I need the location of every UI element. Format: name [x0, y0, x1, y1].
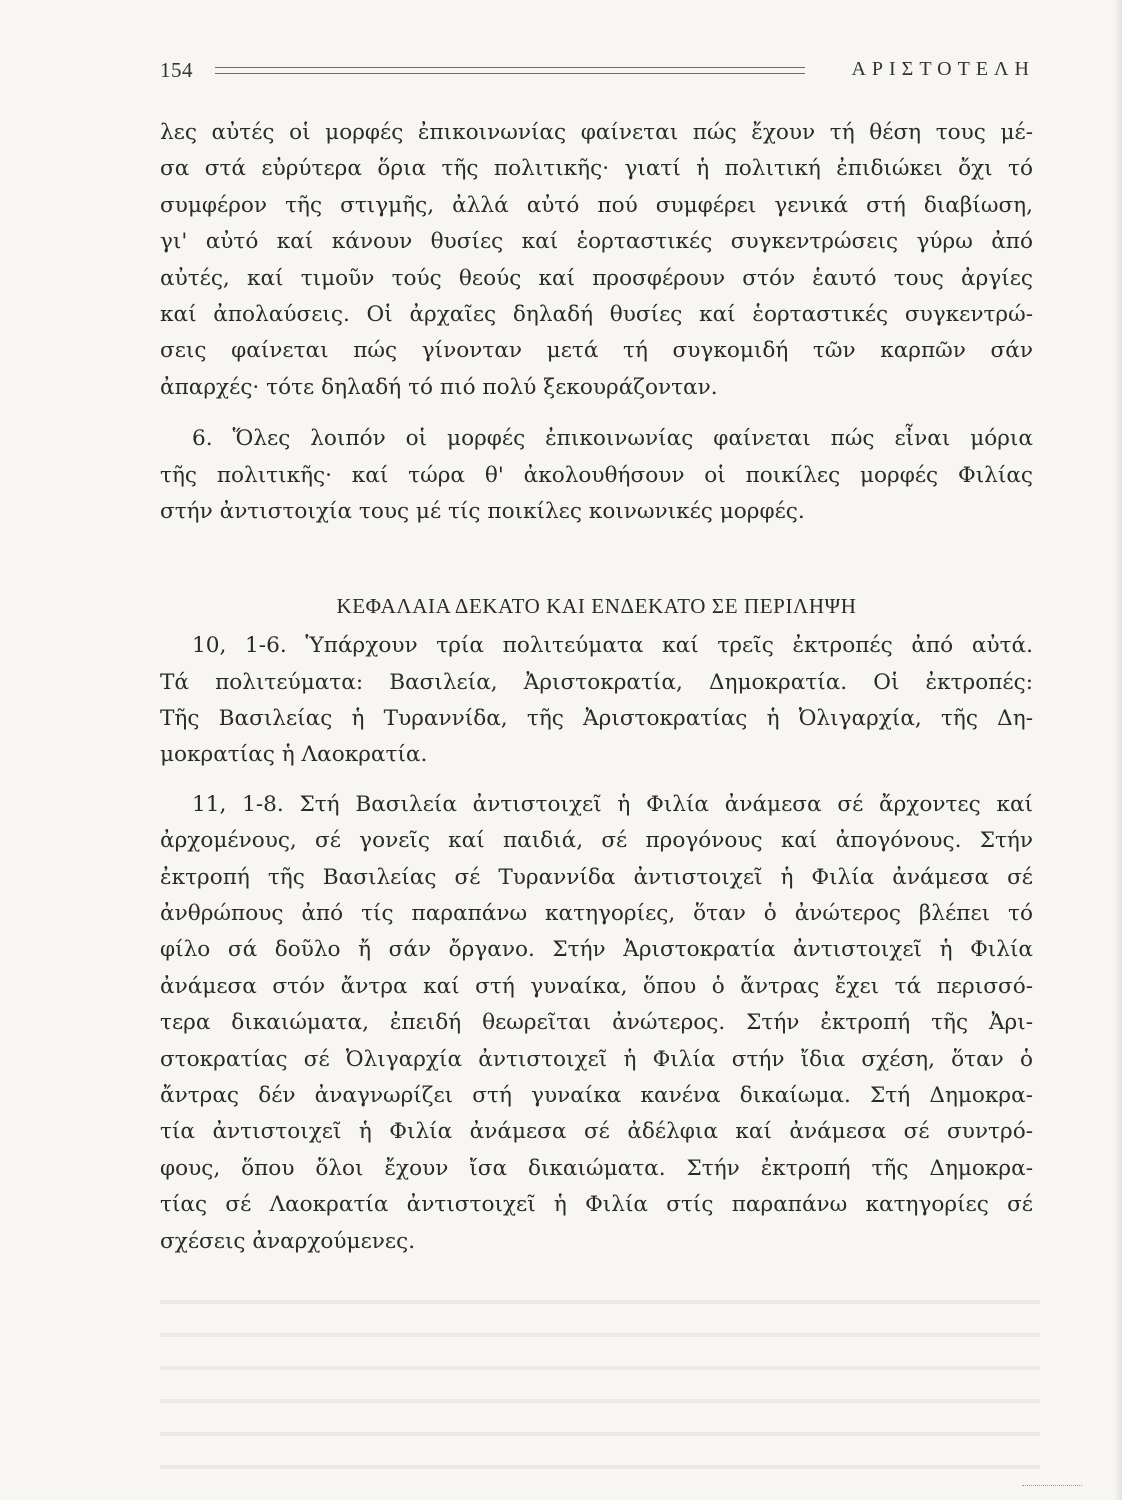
text-line: ἀρχομένους, σέ γονεῖς καί παιδιά, σέ προγόνους καί ἀπογόνους. Στήν [160, 828, 1033, 854]
text-line: γι' αὐτό καί κάνουν θυσίες καί ἑορταστικές συγκεντρώσεις γύρω ἀπό [160, 229, 1033, 255]
text-line: ἐκτροπή τῆς Βασιλείας σέ Τυραννίδα ἀντιστοιχεῖ ἡ Φιλία ἀνάμεσα σέ [160, 864, 1033, 890]
text-line: σα στά εὐρύτερα ὅρια τῆς πολιτικῆς· γιατί ἡ πολιτική ἐπιδιώκει ὄχι τό [160, 156, 1033, 182]
page-edge-shadow [1114, 0, 1122, 1500]
text-line: τίας σέ Λαοκρατία ἀντιστοιχεῖ ἡ Φιλία στίς παραπάνω κατηγορίες σέ [160, 1192, 1033, 1218]
text-line: 10, 1-6. Ὑπάρχουν τρία πολιτεύματα καί τρεῖς ἐκτροπές ἀπό αὐτά. [192, 633, 1033, 659]
body-text [160, 115, 1033, 1260]
text-line: ἀπαρχές· τότε δηλαδή τό πιό πολύ ξεκουράζονταν. [160, 374, 718, 400]
page-number: 154 [160, 58, 193, 82]
text-line: Τῆς Βασιλείας ἡ Τυραννίδα, τῆς Ἀριστοκρατίας ἡ Ὀλιγαρχία, τῆς Δη- [160, 706, 1033, 732]
text-line: λες αὐτές οἱ μορφές ἐπικοινωνίας φαίνεται πώς ἔχουν τή θέση τους μέ- [160, 120, 1033, 145]
text-line: ἀνθρώπους ἀπό τίς παραπάνω κατηγορίες, ὅταν ὁ ἀνώτερος βλέπει τό [160, 901, 1033, 927]
running-title: ΑΡΙΣΤΟΤΕΛΗ [851, 58, 1035, 80]
page-corner-mark [1022, 1485, 1082, 1488]
text-line: φους, ὅπου ὅλοι ἔχουν ἴσα δικαιώματα. Στήν ἐκτροπή τῆς Δημοκρα- [160, 1155, 1033, 1181]
text-line: συμφέρον τῆς στιγμῆς, ἀλλά αὐτό πού συμφέρει γενικά στή διαβίωση, [160, 192, 1033, 218]
text-line: Τά πολιτεύματα: Βασιλεία, Ἀριστοκρατία, Δημοκρατία. Οἱ ἐκτροπές: [160, 669, 1033, 695]
text-line: καί ἀπολαύσεις. Οἱ ἀρχαῖες δηλαδή θυσίες καί ἑορταστικές συγκεντρώ- [160, 301, 1033, 327]
show-through-text [160, 1280, 1040, 1480]
text-line: στοκρατίας σέ Ὀλιγαρχία ἀντιστοιχεῖ ἡ Φιλία στήν ἴδια σχέση, ὅταν ὁ [160, 1046, 1033, 1072]
text-line: φίλο σά δοῦλο ἤ σάν ὄργανο. Στήν Ἀριστοκρατία ἀντιστοιχεῖ ἡ Φιλία [160, 937, 1033, 963]
running-head [160, 58, 1035, 88]
text-line: στήν ἀντιστοιχία τους μέ τίς ποικίλες κοινωνικές μορφές. [160, 498, 805, 524]
text-line: ἄντρας δέν ἀναγνωρίζει στή γυναίκα κανένα δικαίωμα. Στή Δημοκρα- [160, 1082, 1033, 1108]
text-line: τερα δικαιώματα, ἐπειδή θεωρεῖται ἀνώτερος. Στήν ἐκτροπή τῆς Ἀρι- [160, 1010, 1033, 1036]
header-double-rule [215, 67, 805, 74]
text-line: τία ἀντιστοιχεῖ ἡ Φιλία ἀνάμεσα σέ ἀδέλφια καί ἀνάμεσα σέ συντρό- [160, 1119, 1033, 1145]
paragraph-chapter-10 [160, 628, 1033, 774]
section-heading: ΚΕΦΑΛΑΙΑ ΔΕΚΑΤΟ ΚΑΙ ΕΝΔΕΚΑΤΟ ΣΕ ΠΕΡΙΛΗΨΗ [336, 594, 857, 619]
text-line: σχέσεις ἀναρχούμενες. [160, 1228, 416, 1254]
text-line: σεις φαίνεται πώς γίνονταν μετά τή συγκομιδή τῶν καρπῶν σάν [160, 338, 1033, 364]
paragraph-section-6 [160, 421, 1033, 530]
paragraph-continuation [160, 115, 1033, 406]
text-line: 6. Ὅλες λοιπόν οἱ μορφές ἐπικοινωνίας φαίνεται πώς εἶναι μόρια [192, 426, 1033, 452]
paragraph-chapter-11 [160, 787, 1033, 1260]
text-line: μοκρατίας ἡ Λαοκρατία. [160, 742, 428, 768]
text-line: τῆς πολιτικῆς· καί τώρα θ' ἀκολουθήσουν οἱ ποικίλες μορφές Φιλίας [160, 462, 1033, 488]
text-line: αὐτές, καί τιμοῦν τούς θεούς καί προσφέρουν στόν ἑαυτό τους ἀργίες [160, 265, 1033, 291]
text-line: ἀνάμεσα στόν ἄντρα καί στή γυναίκα, ὅπου ὁ ἄντρας ἔχει τά περισσό- [160, 973, 1033, 999]
text-line: 11, 1-8. Στή Βασιλεία ἀντιστοιχεῖ ἡ Φιλία ἀνάμεσα σέ ἄρχοντες καί [192, 791, 1033, 817]
